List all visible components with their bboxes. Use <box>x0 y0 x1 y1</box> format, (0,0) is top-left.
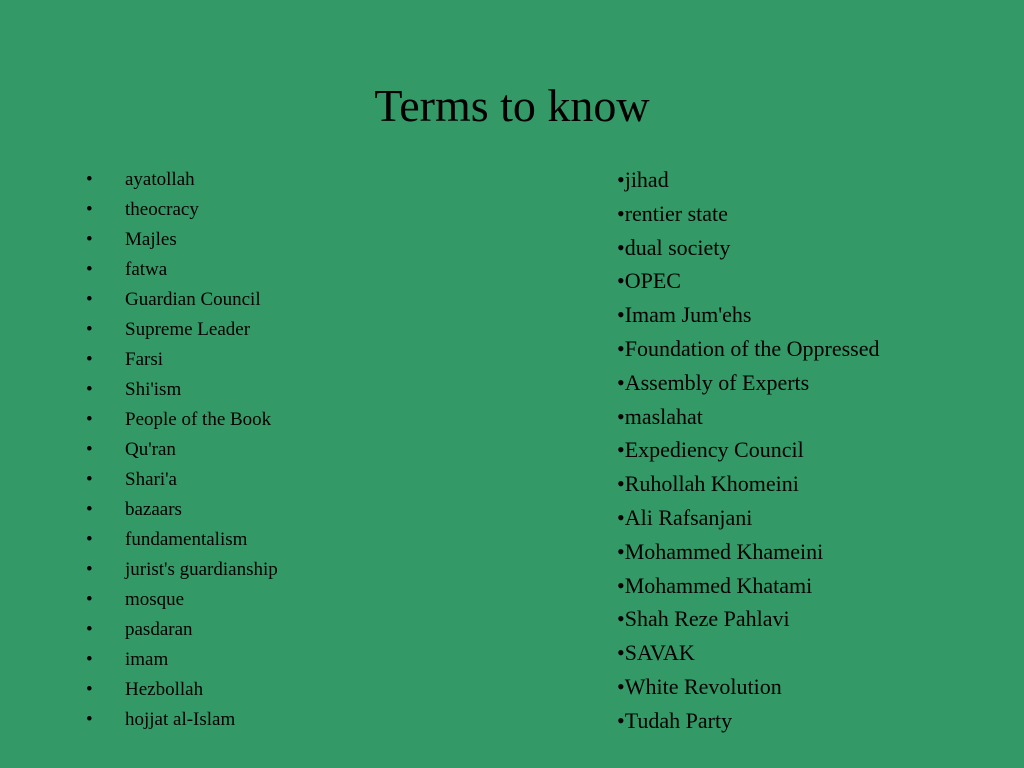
left-term-text: Hezbollah <box>125 679 204 700</box>
right-term-item <box>617 537 880 571</box>
right-term-item <box>617 368 880 402</box>
bullet-marker: • <box>617 606 625 632</box>
left-term-text: Majles <box>125 229 177 250</box>
bullet-marker: • <box>86 199 93 220</box>
bullet-marker: • <box>617 234 625 260</box>
bullet-marker: • <box>617 335 625 361</box>
bullet-marker: • <box>86 679 93 700</box>
right-term-text: Mohammed Khameini <box>624 538 824 564</box>
right-term-item <box>617 604 880 638</box>
right-term-item <box>617 706 880 740</box>
bullet-marker: • <box>617 437 625 463</box>
bullet-marker: • <box>617 640 625 666</box>
right-term-item <box>617 469 880 503</box>
left-term-text: imam <box>125 649 169 670</box>
right-term-text: maslahat <box>624 403 703 429</box>
right-term-item <box>617 503 880 537</box>
bullet-marker: • <box>86 289 93 310</box>
bullet-marker: • <box>617 538 625 564</box>
bullet-marker: • <box>86 529 93 550</box>
right-term-text: Shah Reze Pahlavi <box>624 606 790 632</box>
right-term-text: SAVAK <box>624 640 695 666</box>
right-term-item <box>617 334 880 368</box>
bullet-marker: • <box>86 469 93 490</box>
right-term-item <box>617 402 880 436</box>
right-term-text: Ali Rafsanjani <box>624 504 753 530</box>
right-term-text: Expediency Council <box>624 437 804 463</box>
right-term-item <box>617 300 880 334</box>
right-term-text: Ruhollah Khomeini <box>624 471 799 497</box>
left-term-text: Shari'a <box>125 469 177 490</box>
right-term-text: OPEC <box>624 268 681 294</box>
right-term-text: rentier state <box>624 200 728 226</box>
left-term-text: fatwa <box>125 259 168 280</box>
slide-title: Terms to know <box>374 80 650 131</box>
left-term-text: People of the Book <box>125 409 272 430</box>
right-term-text: jihad <box>624 167 669 192</box>
right-term-text: Foundation of the Oppressed <box>624 335 880 361</box>
left-term-text: theocracy <box>125 199 199 220</box>
right-term-item <box>617 165 880 199</box>
right-term-item <box>617 266 880 300</box>
bullet-marker: • <box>86 169 93 190</box>
left-term-text: hojjat al-Islam <box>125 709 236 730</box>
bullet-marker: • <box>86 379 93 400</box>
bullet-marker: • <box>617 707 625 733</box>
bullet-marker: • <box>86 439 93 460</box>
left-term-text: Supreme Leader <box>125 319 251 340</box>
left-term-text: mosque <box>125 589 185 610</box>
bullet-marker: • <box>86 589 93 610</box>
left-term-text: jurist's guardianship <box>125 559 278 580</box>
bullet-marker: • <box>617 471 625 497</box>
right-term-text: Mohammed Khatami <box>624 572 813 598</box>
bullet-marker: • <box>617 268 625 294</box>
bullet-marker: • <box>86 619 93 640</box>
bullet-marker: • <box>86 229 93 250</box>
right-term-item <box>617 435 880 469</box>
right-term-text: Assembly of Experts <box>624 369 810 395</box>
left-term-text: Guardian Council <box>125 289 261 310</box>
bullet-marker: • <box>617 572 625 598</box>
bullet-marker: • <box>86 409 93 430</box>
left-term-text: bazaars <box>125 499 182 520</box>
left-term-text: Farsi <box>125 349 163 370</box>
bullet-marker: • <box>617 673 625 699</box>
right-term-item <box>617 233 880 267</box>
right-term-item <box>617 638 880 672</box>
bullet-marker: • <box>617 200 625 226</box>
bullet-marker: • <box>86 499 93 520</box>
bullet-marker: • <box>617 369 625 395</box>
bullet-marker: • <box>617 167 625 192</box>
right-term-item <box>617 571 880 605</box>
left-term-text: Qu'ran <box>125 439 176 460</box>
left-term-text: fundamentalism <box>125 529 248 550</box>
right-term-item <box>617 199 880 233</box>
left-term-text: ayatollah <box>125 169 195 190</box>
bullet-marker: • <box>617 504 625 530</box>
bullet-marker: • <box>86 319 93 340</box>
bullet-marker: • <box>86 259 93 280</box>
left-term-text: pasdaran <box>125 619 193 640</box>
right-terms-list <box>617 165 880 740</box>
bullet-marker: • <box>86 559 93 580</box>
left-term-text: Shi'ism <box>125 379 182 400</box>
bullet-marker: • <box>617 302 625 328</box>
right-term-text: dual society <box>624 234 731 260</box>
bullet-marker: • <box>86 349 93 370</box>
right-term-text: White Revolution <box>624 673 782 699</box>
bullet-marker: • <box>86 709 93 730</box>
right-term-item <box>617 672 880 706</box>
right-term-text: Imam Jum'ehs <box>624 302 752 328</box>
bullet-marker: • <box>86 649 93 670</box>
bullet-marker: • <box>617 403 625 429</box>
right-term-text: Tudah Party <box>624 707 733 733</box>
